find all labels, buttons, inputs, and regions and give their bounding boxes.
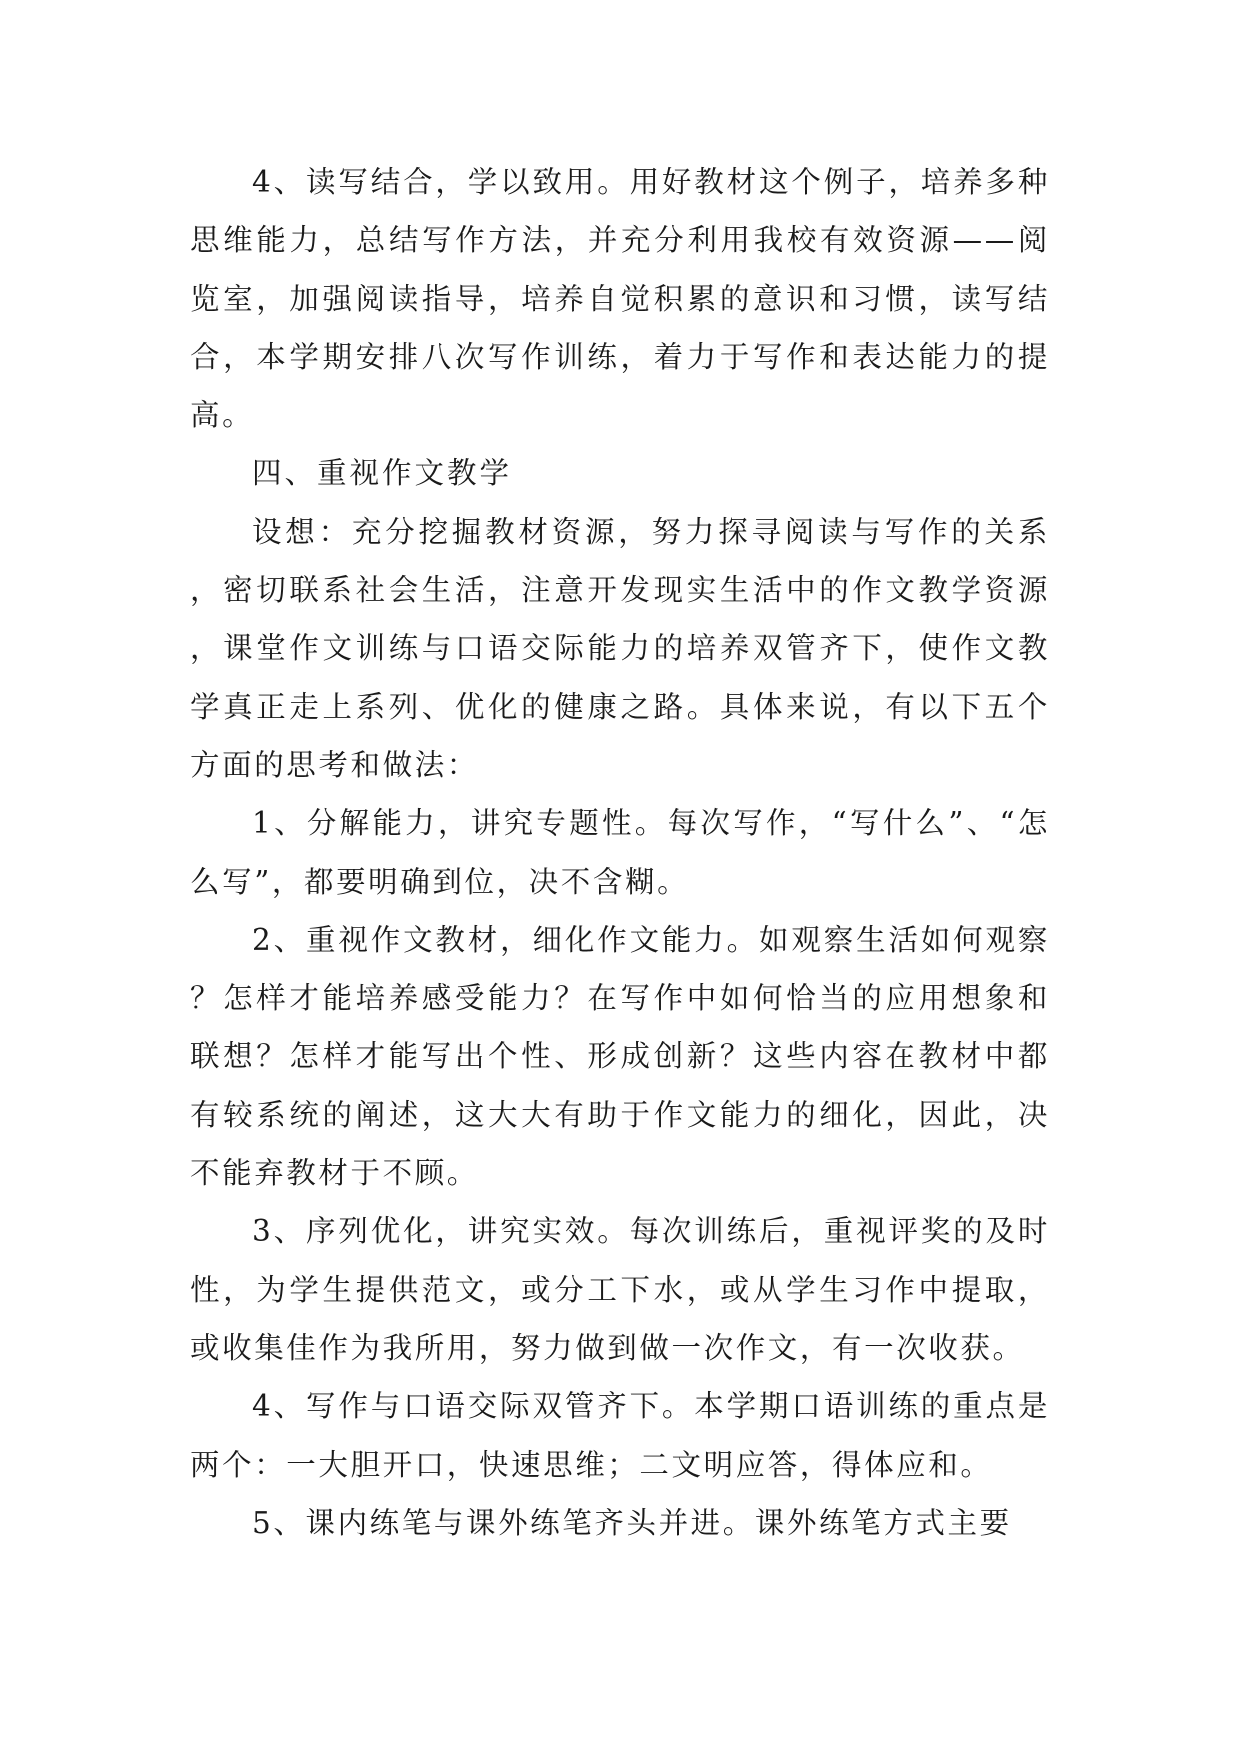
section-heading: 四、重视作文教学 xyxy=(252,456,513,491)
paragraph-plan: 设想：充分挖掘教材资源，努力探寻阅读与写作的关系，密切联系社会生活，注意开发现实生活中的作文教学资源，课堂作文训练与口语交际能力的培养双管齐下，使作文教学真正走上系列、优化的健康之路。具体来说，有以下五个方面的思考和做法： xyxy=(190,514,1050,782)
paragraph-item-2: 2、重视作文教材，细化作文能力。如观察生活如何观察？怎样才能培养感受能力？在写作中如何恰当的应用想象和联想？怎样才能写出个性、形成创新？这些内容在教材中都有较系统的阐述，这大大有助于作文能力的细化，因此，决不能弃教材于不顾。 xyxy=(190,922,1050,1191)
paragraph-item-3: 3、序列优化，讲究实效。每次训练后，重视评奖的及时性，为学生提供范文，或分工下水，或从学生习作中提取，或收集佳作为我所用，努力做到做一次作文，有一次收获。 xyxy=(190,1214,1050,1365)
paragraph-reading-writing: 4、读写结合，学以致用。用好教材这个例子，培养多种思维能力，总结写作方法，并充分利用我校有效资源——阅览室，加强阅读指导，培养自觉积累的意识和习惯，读写结合，本学期安排八次写作训练，着力于写作和表达能力的提高。 xyxy=(190,165,1050,433)
paragraph-item-5: 5、课内练笔与课外练笔齐头并进。课外练笔方式主要 xyxy=(252,1505,1012,1540)
document-body xyxy=(190,153,1050,1552)
paragraph-item-4: 4、写作与口语交际双管齐下。本学期口语训练的重点是两个：一大胆开口，快速思维；二文明应答，得体应和。 xyxy=(190,1389,1050,1482)
paragraph-item-1: 1、分解能力，讲究专题性。每次写作，“写什么”、“怎么写”，都要明确到位，决不含糊。 xyxy=(190,806,1050,899)
